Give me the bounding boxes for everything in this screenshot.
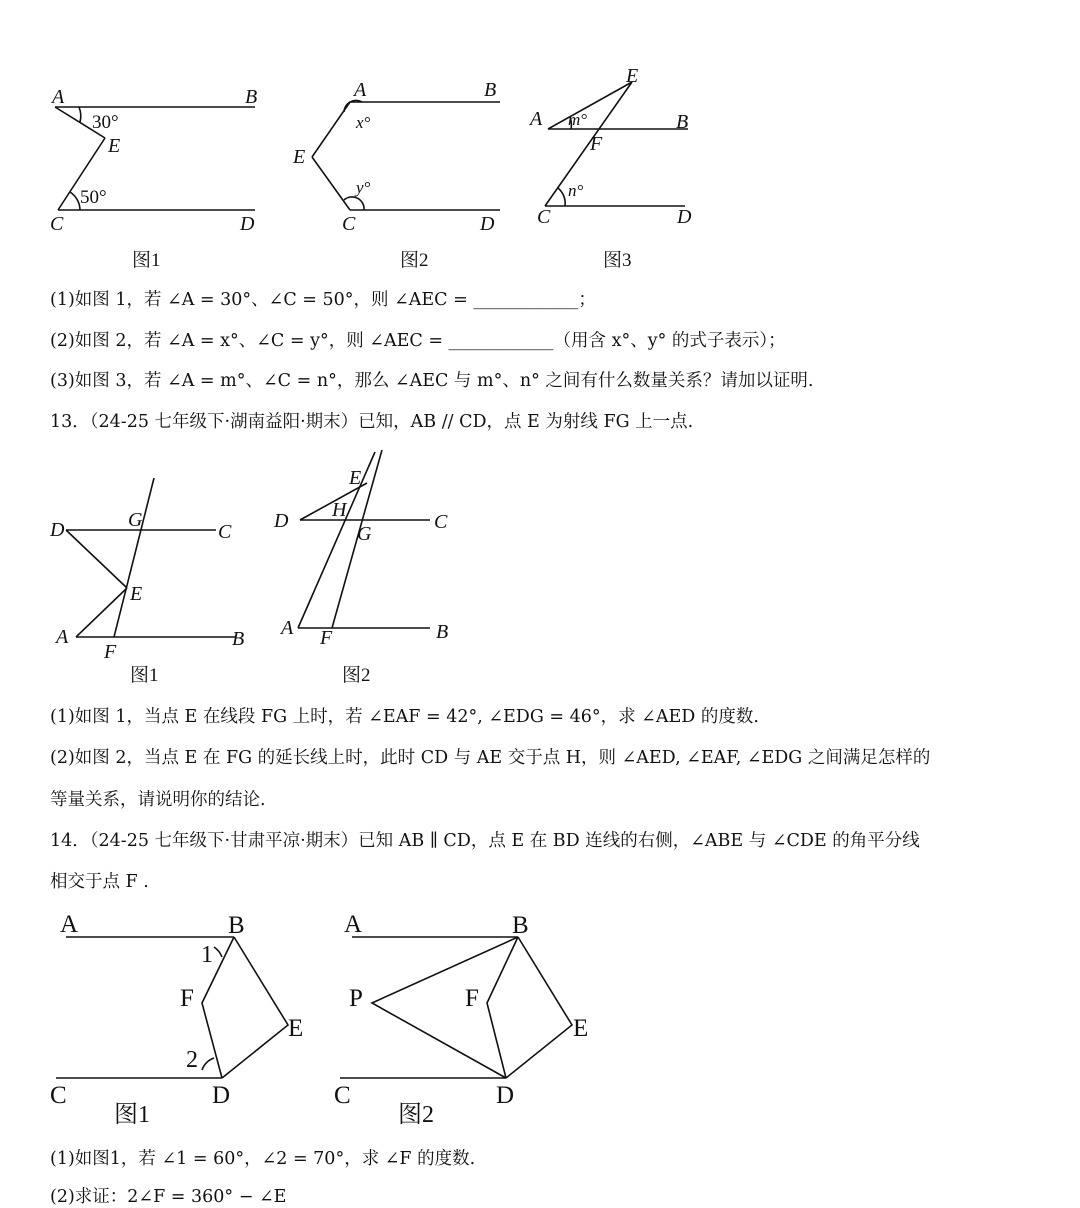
label-D: D	[240, 213, 255, 235]
figure-caption: 图1	[132, 250, 161, 271]
angle-n-value: n°	[568, 181, 584, 200]
label-B: B	[228, 912, 245, 939]
label-B: B	[512, 912, 529, 939]
label-B: B	[245, 86, 258, 108]
label-A: A	[56, 626, 69, 648]
question-3: (3)如图 3，若 ∠A = m°、∠C = n°，那么 ∠AEC 与 m°、n° 之间有什么数量关系？请加以证明.	[50, 371, 814, 391]
angle-a-value: 30°	[92, 112, 119, 133]
label-A: A	[60, 911, 79, 938]
angle-y-value: y°	[356, 178, 371, 197]
figure-caption: 图1	[130, 665, 159, 686]
angle-x-value: x°	[356, 113, 371, 132]
label-C: C	[334, 1082, 351, 1109]
label-F: F	[180, 985, 194, 1012]
problem-13-stem: 13．（24-25 七年级下·湖南益阳·期末）已知，AB // CD，点 E 为射线 FG 上一点.	[50, 412, 694, 432]
label-A: A	[530, 108, 543, 130]
label-D: D	[274, 510, 289, 532]
label-E: E	[573, 1015, 589, 1042]
label-C: C	[537, 206, 551, 228]
label-C: C	[342, 213, 356, 235]
label-1: 1	[201, 942, 213, 968]
label-E: E	[626, 65, 639, 87]
label-B: B	[676, 111, 689, 133]
figure-caption: 图2	[398, 1102, 434, 1128]
label-A: A	[281, 617, 294, 639]
label-H: H	[332, 499, 347, 521]
figure-caption: 图1	[114, 1102, 150, 1128]
angle-m-value: m°	[568, 110, 588, 129]
figure-caption: 图2	[342, 665, 371, 686]
p13-question-2-line1: (2)如图 2，当点 E 在 FG 的延长线上时，此时 CD 与 AE 交于点 H，则 ∠AED, ∠EAF, ∠EDG 之间满足怎样的	[50, 748, 931, 768]
figure-caption: 图3	[603, 250, 632, 271]
label-D: D	[677, 206, 692, 228]
label-E: E	[293, 146, 306, 168]
label-B: B	[232, 628, 245, 650]
label-D: D	[50, 519, 65, 541]
p14-question-2: (2)求证：2∠F = 360° − ∠E	[50, 1187, 287, 1207]
label-F: F	[320, 627, 333, 649]
label-B: B	[436, 621, 449, 643]
label-E: E	[288, 1015, 304, 1042]
label-A: A	[344, 911, 363, 938]
label-C: C	[50, 1082, 67, 1109]
label-E: E	[349, 467, 362, 489]
problem-14-stem-line1: 14．（24-25 七年级下·甘肃平凉·期末）已知 AB ∥ CD，点 E 在 BD 连线的右侧，∠ABE 与 ∠CDE 的角平分线	[50, 831, 920, 851]
label-D: D	[496, 1082, 515, 1109]
label-D: D	[212, 1082, 231, 1109]
label-E: E	[108, 135, 121, 157]
label-P: P	[349, 985, 363, 1012]
label-F: F	[465, 985, 479, 1012]
p13-question-1: (1)如图 1，当点 E 在线段 FG 上时，若 ∠EAF = 42°, ∠EDG = 46°，求 ∠AED 的度数.	[50, 707, 759, 727]
label-E: E	[130, 583, 143, 605]
label-A: A	[354, 79, 367, 101]
angle-c-value: 50°	[80, 187, 107, 208]
label-C: C	[434, 511, 448, 533]
p14-question-1: (1)如图1，若 ∠1 = 60°，∠2 = 70°，求 ∠F 的度数.	[50, 1149, 476, 1169]
question-2: (2)如图 2，若 ∠A = x°、∠C = y°，则 ∠AEC = ____________（用含 x°、y° 的式子表示）；	[50, 331, 786, 351]
label-D: D	[480, 213, 495, 235]
label-2: 2	[186, 1047, 198, 1073]
figure-caption: 图2	[400, 250, 429, 271]
p13-question-2-line2: 等量关系，请说明你的结论.	[50, 790, 266, 810]
problem-14-stem-line2: 相交于点 F .	[50, 872, 149, 892]
label-G: G	[357, 523, 372, 545]
label-F: F	[590, 133, 603, 155]
label-B: B	[484, 79, 497, 101]
label-F: F	[104, 641, 117, 663]
label-C: C	[50, 213, 64, 235]
label-A: A	[52, 86, 65, 108]
label-C: C	[218, 521, 232, 543]
label-G: G	[128, 509, 143, 531]
question-1: (1)如图 1，若 ∠A = 30°、∠C = 50°，则 ∠AEC = ____________；	[50, 290, 596, 310]
